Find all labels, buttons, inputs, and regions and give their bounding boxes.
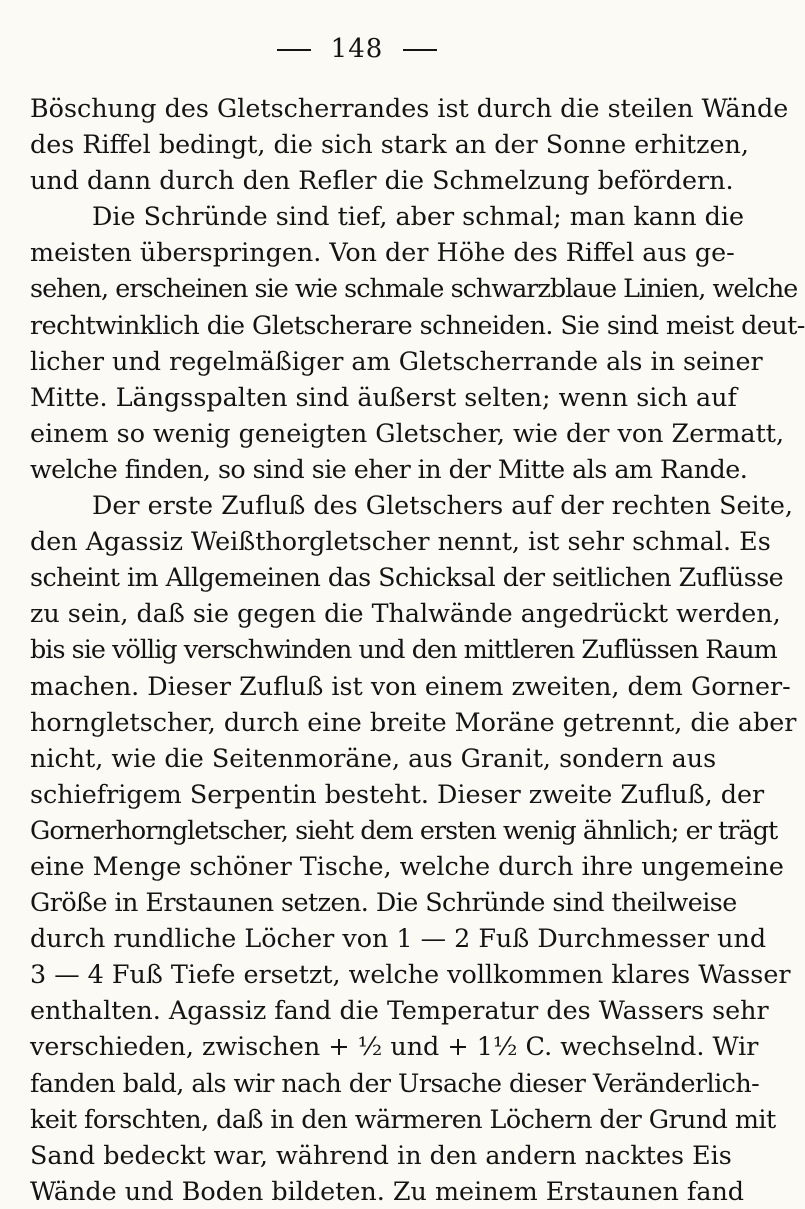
left-dash (277, 49, 311, 51)
body-text (30, 90, 805, 1209)
text-line: einem so wenig geneigten Gletscher, wie der von Zermatt, (30, 417, 785, 448)
text-line: welche finden, so sind sie eher in der Mitte als am Rande. (30, 453, 748, 484)
text-line: rechtwinklich die Gletscherare schneiden. Sie sind meist deut- (30, 309, 805, 340)
text-line: sehen, erscheinen sie wie schmale schwarzblaue Linien, welche (30, 273, 798, 304)
text-line: Größe in Erstaunen setzen. Die Schründe sind theilweise (30, 887, 737, 918)
text-line: scheint im Allgemeinen das Schicksal der seitlichen Zuflüsse (30, 562, 784, 593)
text-line: Sand bedeckt war, während in den andern nacktes Eis (30, 1139, 732, 1170)
text-line: bis sie völlig verschwinden und den mittleren Zuflüssen Raum (30, 634, 777, 665)
text-line: enthalten. Agassiz fand die Temperatur des Wassers sehr (30, 995, 769, 1026)
text-line: horngletscher, durch eine breite Moräne getrennt, die aber (30, 706, 797, 737)
text-line: den Agassiz Weißthorgletscher nennt, ist sehr schmal. Es (30, 526, 771, 557)
text-line: zu sein, daß sie gegen die Thalwände angedrückt werden, (30, 598, 781, 629)
text-line: Wände und Boden bildeten. Zu meinem Erstaunen fand (30, 1175, 745, 1206)
text-line: Gornerhorngletscher, sieht dem ersten wenig ähnlich; er trägt (30, 814, 778, 845)
text-line: des Riffel bedingt, die sich stark an der Sonne erhitzen, (30, 129, 749, 160)
text-line: verschieden, zwischen + ½ und + 1½ C. wechselnd. Wir (30, 1031, 759, 1062)
page-number-value: 148 (330, 34, 384, 64)
text-line: meisten überspringen. Von der Höhe des Riffel aus ge- (30, 237, 735, 268)
page-number (30, 36, 684, 82)
text-line: und dann durch den Refler die Schmelzung befördern. (30, 165, 734, 196)
text-line: keit forschten, daß in den wärmeren Löchern der Grund mit (30, 1103, 776, 1134)
text-line: machen. Dieser Zufluß ist von einem zweiten, dem Gorner- (30, 670, 791, 701)
paragraph-start-line: Die Schründe sind tief, aber schmal; man kann die (92, 201, 745, 232)
text-line: 3 — 4 Fuß Tiefe ersetzt, welche vollkommen klares Wasser (30, 959, 791, 990)
text-line: licher und regelmäßiger am Gletscherrande als in seiner (30, 345, 763, 376)
text-line: Mitte. Längsspalten sind äußerst selten; wenn sich auf (30, 381, 737, 412)
right-dash (403, 49, 437, 51)
text-line: Böschung des Gletscherrandes ist durch die steilen Wände (30, 93, 789, 123)
text-line: fanden bald, als wir nach der Ursache dieser Veränderlich- (30, 1067, 760, 1098)
text-line: schiefrigem Serpentin besteht. Dieser zweite Zufluß, der (30, 778, 765, 809)
text-line: durch rundliche Löcher von 1 — 2 Fuß Durchmesser und (30, 923, 767, 954)
paragraph-start-line: Der erste Zufluß des Gletschers auf der rechten Seite, (92, 490, 793, 521)
text-line: nicht, wie die Seitenmoräne, aus Granit, sondern aus (30, 742, 717, 773)
text-line: eine Menge schöner Tische, welche durch ihre ungemeine (30, 850, 784, 881)
